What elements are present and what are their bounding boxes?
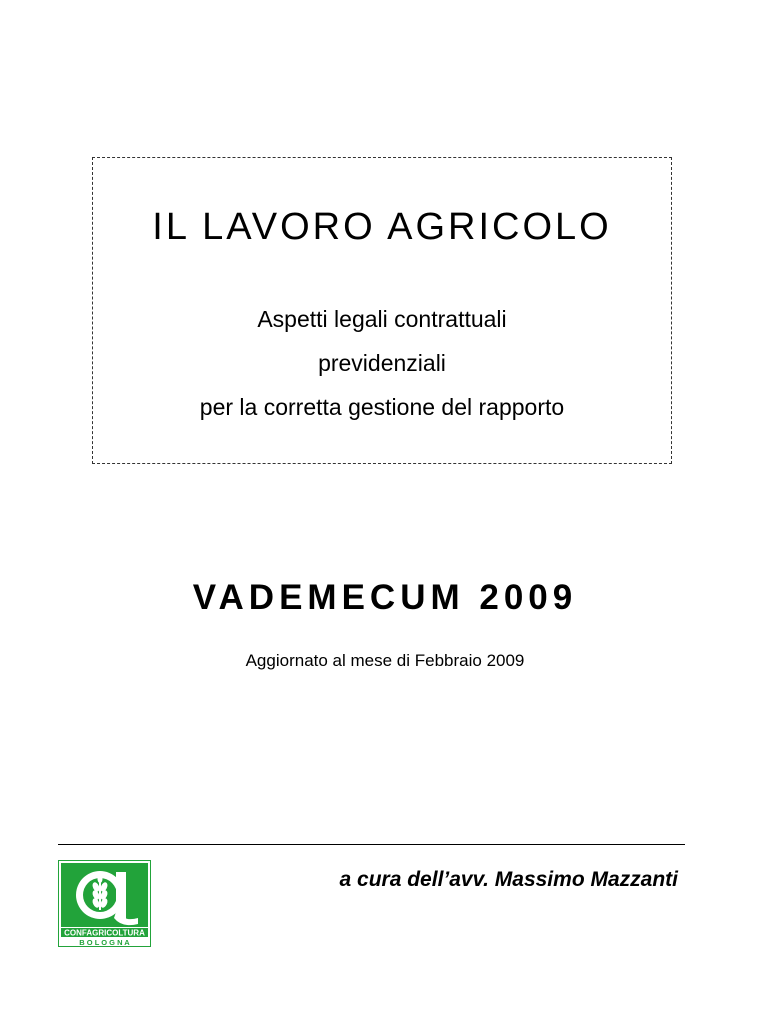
vademecum-heading: VADEMECUM 2009 (192, 578, 578, 617)
title-box (92, 157, 672, 464)
logo-text-line2: B O L O G N A (79, 938, 130, 947)
document-title: IL LAVORO AGRICOLO (152, 206, 612, 248)
horizontal-rule (58, 844, 685, 845)
logo-text-line1: CONFAGRICOLTURA (64, 928, 145, 938)
author-credit: a cura dell’avv. Massimo Mazzanti (339, 868, 678, 891)
subtitle-line-3: per la corretta gestione del rapporto (199, 394, 565, 420)
confagricoltura-logo (58, 860, 151, 947)
subtitle-line-1: Aspetti legali contrattuali (257, 306, 507, 332)
updated-note: Aggiornato al mese di Febbraio 2009 (245, 651, 525, 670)
subtitle-line-2: previdenziali (318, 350, 446, 376)
